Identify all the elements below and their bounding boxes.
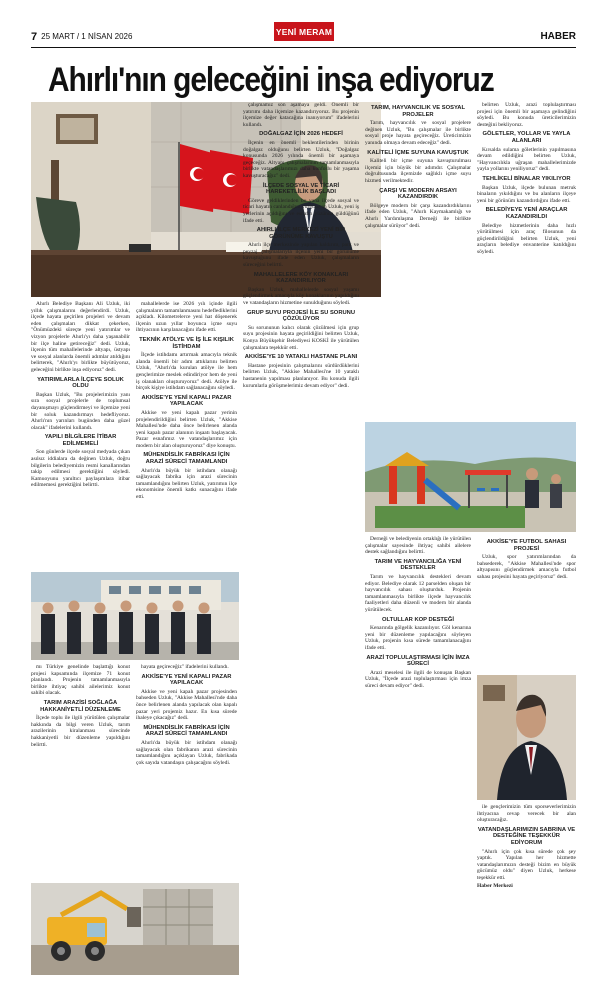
paragraph: Başkan Uzluk, mahallelerde sosyal yaşamı güçlendirmek amacıyla köy konaklarının yapıldığını ve vatandaşların hizmetine sunulduğunu söyledi. bbox=[243, 286, 359, 307]
paragraph: belirten Uzluk, arazi toplulaştırması projesi için önemli bir aşamaya gelindiğini söyledi. Bu konuda üreticilerimizin desteğini bekliyoruz. bbox=[477, 102, 576, 128]
subheading: TARIM, HAYVANCILIK VE SOSYAL PROJELER bbox=[370, 105, 466, 118]
paragraph: Ahırlı'da büyük bir istihdam olanağı sağlayacak olan fabrikanın arazi sürecinin tamamlandığını açıklayan Uzluk, fabrikada çok sayıda vatandaşın çalışacağını söyledi. bbox=[136, 739, 237, 766]
column-d-top bbox=[365, 102, 471, 418]
paragraph: Ahırlı ilçe merkezinde yapılan kaldırım, park ve peyzaj çalışmalarıyla ilçenin yeni bir görünüme kavuştuğunu ifade eden Uzluk, çalışmaların süreceğini belirtti. bbox=[243, 242, 359, 269]
paragraph: Başkan Uzluk, ilçede bulunan metruk binaların yıkıldığını ve bu alanların ilçeye yeni bir görünüm kazandırdığını ifade etti. bbox=[477, 184, 576, 204]
subheading: AKKİSE'YE YENİ KAPALI PAZAR YAPILACAK bbox=[141, 673, 232, 687]
paragraph: İlçede toplu ile ilgili yürütülen çalışmalar hakkında da bilgi veren Uzluk, tarım arazilerinin kiralanması sürecinde hakkaniyetli bir düzenleme yapıldığını belirtti. bbox=[31, 715, 130, 748]
subheading: AKKİSE'YE FUTBOL SAHASI PROJESİ bbox=[486, 539, 567, 552]
subheading: BELEDİYEYE YENİ ARAÇLAR KAZANDIRILDI bbox=[485, 207, 568, 220]
column-d-bottom bbox=[365, 536, 471, 975]
paragraph: mı Türkiye genelinde başlattığı konut projesi kapsamında ilçemize 71 konut planlandı. Projenin tamamlanmasıyla birlikte ihtiyaç sahibi ailelerimiz konut sahibi olacak. bbox=[31, 664, 130, 697]
paragraph: Tarım ve hayvancılık destekleri devam ediyor. Belediye olarak 12 parselden oluşan bir hayvancılık sahası oluşturduk. Projenin tamamlanmasıyla birlikte ilçede hayvancılık faaliyetleri daha düzenli ve modern bir alanda yürütülecek. bbox=[365, 573, 471, 613]
paragraph: Ahırlı'da büyük bir istihdam olanağı sağlayacak fabrika için arazi sürecinin tamamlandığını belirten Uzluk, yatırımın ilçe ekonomisine önemli katkı sunacağını ifade etti. bbox=[136, 467, 237, 501]
subheading: ÇARŞI VE MODERN ARSAYI KAZANDIRDIK bbox=[379, 187, 457, 201]
issue-date: 25 MART / 1 NİSAN 2026 bbox=[41, 32, 133, 41]
page-header bbox=[31, 26, 576, 48]
subheading: VATANDAŞLARIMIZIN SABRINA VE DESTEĞİNE TEŞEKKÜR EDİYORUM bbox=[477, 826, 576, 846]
column-c bbox=[243, 102, 359, 975]
subheading: OLTULLAR KOP DESTEĞİ bbox=[382, 616, 454, 623]
playground-photo bbox=[365, 422, 576, 532]
subheading: AKKİSE'YE YENİ KAPALI PAZAR YAPILACAK bbox=[141, 394, 232, 408]
paragraph: Göreve geldiklerinden bu yana ilçede sosyal ve ticari hayatın canlandığını vurgulayan Uzluk, yeni iş yerlerinin açıldığını ve esnafın yüzünün güldüğünü ifade etti. bbox=[243, 197, 359, 224]
paragraph: Hastane projesinin çalışmalarını sürdürdüklerini belirten Uzluk, "Akkise Mahallesi'ne 10 yataklı hastanenin yapılması planlanıyor. Bu konuda ilgili kurumlarla görüşmelerimiz devam ediyor" dedi. bbox=[243, 362, 359, 389]
paragraph: Bölgeye modern bir çarşı kazandırdıklarını ifade eden Uzluk, "Ahırlı Kaymakamlığı ve Ahırlı Yardımlaşma Derneği ile birlikte çalışmalar sürüyor" dedi. bbox=[365, 202, 471, 229]
subheading: MÜHENDİSLİK FABRİKASI İÇİN ARAZİ SÜRECİ TAMAMLANDI bbox=[143, 724, 230, 738]
page-number: 7 bbox=[31, 30, 38, 43]
column-g bbox=[136, 664, 237, 879]
mayor-portrait-photo bbox=[477, 675, 576, 800]
paragraph: "Ahırlı için çok kısa sürede çok şey yaptık. Yapılan her hizmette vatandaşlarımızın desteği bizim en büyük gücümüz oldu" diyen Uzluk, herkese teşekkür etti. bbox=[477, 848, 576, 881]
paragraph: Kırsalda sulama göletlerinin yapılmasına devam edildiğini belirten Uzluk, "Hayvancılıkla uğraşan mahallelerimizde yayla yollarını yeniliyoruz" dedi. bbox=[477, 146, 576, 173]
paragraph: çalışmamız son aşamaya geldi. Önemli bir yatırımı daha ilçemize kazandırıyoruz. Bu projenin ilçemize değer katacağına inanıyorum" ifadelerini kullandı. bbox=[243, 102, 359, 128]
group-photo bbox=[31, 572, 239, 660]
column-e-top bbox=[477, 102, 576, 418]
paragraph: Su sorununun kalıcı olarak çözülmesi için grup suyu projesinin hayata geçirildiğini belirten Uzluk, Konya Büyükşehir Belediyesi KOSKİ ile yürütülen çalışmalara teşekkür etti. bbox=[243, 324, 359, 351]
column-b bbox=[136, 301, 237, 568]
subheading: İLÇEDE SOSYAL VE TİCARİ HAREKETLİLİK BAŞLADI bbox=[262, 182, 340, 196]
paragraph: Son günlerde ilçede sosyal medyada çıkan asılsız iddialara da değinen Uzluk, doğru bilgilerin belediyemizin resmi kanallarından takip edilmesi gerektiğini söyledi. Kamuoyunu yanıltıcı paylaşımlara itibar edilmemesi gerektiğini belirtti. bbox=[31, 449, 130, 489]
column-f bbox=[31, 664, 130, 879]
section-label: HABER bbox=[540, 31, 576, 42]
column-a bbox=[31, 301, 130, 568]
paragraph: Kenarında gölgelik kazanılıyor. Göl kenarına yeni bir düzenleme yapılacağını söyleyen Uzluk, projenin kısa sürede tamamlanacağını ifade etti. bbox=[365, 625, 471, 651]
subheading: AHIRLI İLÇE MERKEZİ YENİ BİR GÖRÜNÜME KAVUŞTU bbox=[256, 227, 346, 240]
paragraph: Uzluk, spor yatırımlarından da bahsederek, "Akkise Mahallesi'nde spor altyapısını güçlendirmek amacıyla futbol sahası projesini hayata geçiriyoruz" dedi. bbox=[477, 554, 576, 580]
subheading: YATIRIMLARLA İLÇEYE SOLUK OLDU bbox=[37, 376, 124, 390]
subheading: GRUP SUYU PROJESİ İLE SU SORUNU ÇÖZÜLÜYOR bbox=[246, 309, 356, 323]
paragraph: İlçede istihdamı artırmak amacıyla teknik alanda önemli bir adım attıklarını belirten Uzluk, "Ahırlı'da kurulan atölye ile hem gençlerimize meslek edindiriyor hem de yeni iş olanakları oluşturuyoruz" dedi. Atölye ile birçok kişiye istihdam sağlanacağını söyledi. bbox=[136, 352, 237, 392]
paragraph: mahallelerde ise 2026 yılı içinde ilgili çalışmaların tamamlanmasını hedeflediklerini açıkladı. Kilometrelerce yeni hat döşenerek ilçenin uzun yıllar boyunca içme suyu ihtiyacının karşılanacağını ifade etti. bbox=[136, 301, 237, 334]
paragraph: Kaliteli bir içme suyuna kavuşturulması ilçemiz için büyük bir adımdır. Çalışmalar doğrultusunda ilçemizde sağlıklı içme suyu hizmeti verilmektedir. bbox=[365, 158, 471, 184]
paragraph: Akkise ve yeni kapalı pazar projesinden bahseden Uzluk, "Akkise Mahallesi'nde daha önce belirlenen alanda yapılacak olan kapalı pazar yeri projemiz hazır. En kısa sürede ihaleye çıkacağız" dedi. bbox=[136, 688, 237, 722]
newspaper-logo: YENİ MERAM bbox=[274, 22, 334, 41]
paragraph: ile gençlerimizin tüm sporseverlerimizin ihtiyacına cevap verecek bir alan oluşturacağız. bbox=[477, 804, 576, 824]
column-e-middle bbox=[477, 536, 576, 671]
subheading: YAPILI BİLGİLERE İTİBAR EDİLMEMELİ bbox=[44, 434, 117, 447]
subheading: TARIM VE HAYVANCILIĞA YENİ DESTEKLER bbox=[374, 558, 462, 572]
subheading: GÖLETLER, YOLLAR VE YAYLA ALANLARI bbox=[482, 131, 571, 144]
paragraph: İlçenin en önemli beklentilerinden birinin doğalgaz olduğunu belirten Uzluk, "Doğalgaz konusunda 2026 yılında önemli bir aşamaya geçeceğiz. Altyapı çalışmalarının tamamlanmasıyla birlikte vatandaşlarımızı daha konforlu bir yaşama kavuşturacağız" dedi. bbox=[243, 139, 359, 179]
subheading: MÜHENDİSLİK FABRİKASI İÇİN ARAZİ SÜRECİ TAMAMLANDI bbox=[143, 452, 230, 466]
paragraph: Belediye hizmetlerinin daha hızlı yürütülmesi için araç filosunun da güçlendirildiğini belirten Uzluk, yeni araçların belediye envanterine katıldığını söyledi. bbox=[477, 222, 576, 255]
subheading: DOĞALGAZ İÇİN 2026 HEDEFİ bbox=[259, 131, 343, 138]
paragraph: hayata geçireceğiz" ifadelerini kullandı. bbox=[141, 664, 229, 670]
intro-paragraph: Ahırlı Belediye Başkanı Ali Uzluk, iki yıllık çalışmalarını değerlendirdi. Uzluk, ilçede hayata geçirilen projeleri ve devam eden çalışmaları dikkat çekerken, "Önümüzdeki süreçte yeni yatırımlar ve vizyon projelerle Ahırlı'yı daha yaşanabilir bir ilçe haline getireceğiz" dedi. Uzluk, ilçenin tüm mahallelerinde altyapı, üstyapı ve sosyal alanlarda önemli adımlar atıldığını belirterek, "Ahırlı'yı birlikte büyütüyoruz, geleceğini birlikte inşa ediyoruz" dedi. bbox=[31, 301, 130, 373]
subheading: AKKİSE'YE 10 YATAKLI HASTANE PLANI bbox=[244, 354, 358, 361]
construction-photo bbox=[31, 883, 239, 975]
column-e-bottom bbox=[477, 804, 576, 975]
headline: Ahırlı'nın geleceğini inşa ediyoruz bbox=[47, 61, 494, 99]
subheading: TEHLİKELİ BİNALAR YIKILIYOR bbox=[482, 175, 571, 182]
paragraph: Akkise ve yeni kapalı pazar yerinin projelendirildiğini belirten Uzluk, "Akkise Mahallesi'nde daha önce belirlenen alanda yeni kapalı pazar alanının inşaatı başlayacak. Pazar esnafımız ve vatandaşlarımız için modern bir alan oluşturuyoruz" diye konuştu. bbox=[136, 409, 237, 449]
subheading: KALİTELİ İÇME SUYUNA KAVUŞTUK bbox=[367, 149, 469, 156]
subheading: MAHALLELERE KÖY KONAKLARI KAZANDIRILIYOR bbox=[253, 271, 349, 285]
paragraph: Arazi meselesi ile ilgili de konuşan Başkan Uzluk, "İlçede arazi toplulaştırması için imza süreci devam ediyor" dedi. bbox=[365, 669, 471, 689]
subheading: ARAZİ TOPLULAŞTIRMASI İÇİN İMZA SÜRECİ bbox=[366, 654, 470, 668]
byline: Haber Merkezi bbox=[477, 882, 513, 889]
paragraph: Başkan Uzluk, "Bu projelerimizin yanı sıra sosyal projelerle de toplumsal dayanışmayı güçlendirmeyi ve ilçemize yeni bir soluk kazandırmayı hedefliyoruz. Ahırlı'nın yarınları bugünden daha güzel olacak" ifadelerini kullandı. bbox=[31, 391, 130, 431]
subheading: TEKNİK ATÖLYE VE İŞ İLE KIŞILIK İSTİHDAM bbox=[139, 336, 234, 350]
subheading: TARIM ARAZİSİ SOĞLAĞA HAKKANİYETLİ DÜZENLEME bbox=[40, 699, 121, 713]
paragraph: Tarım, hayvancılık ve sosyal projelere değinen Uzluk, "Bu çalışmalar ile birlikte sosyal proje hayata geçireceğiz. Üreticimizin yanında olmaya devam edeceğiz" dedi. bbox=[365, 120, 471, 146]
paragraph: Derneği ve belediyenin ortaklığı ile yürütülen çalışmalar sayesinde ihtiyaç sahibi ailelere destek sağlandığını belirtti. bbox=[365, 536, 471, 556]
